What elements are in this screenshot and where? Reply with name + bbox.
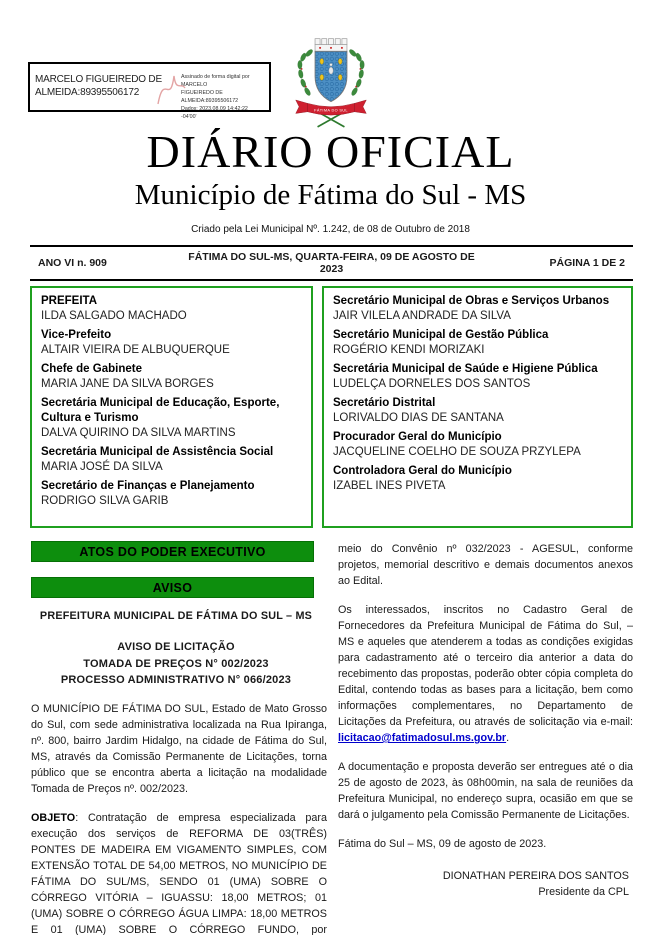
notice-paragraph-intro: O MUNICÍPIO DE FÁTIMA DO SUL, Estado de Mato Grosso do Sul, com sede administrativa localizada na Rua Ipiranga, nº. 800, bairro Jardim Hidalgo, na cidade de Fátima do Sul, MS, através da Comissão Permanente de Licitações, torna público que se encontra aberta a licitação na modalidade Tomada de Preços nº. 002/2023. [31,702,327,795]
official-name: ALTAIR VIEIRA DE ALBUQUERQUE [41,344,230,357]
notice-paragraph-objeto [31,810,327,935]
objeto-text: : Contratação de empresa especializada para execução dos serviços de REFORMA DE 03(TRÊS) PONTES DE MADEIRA EM VIGAMENTO SIMPLES, COM EXTENSÃO TOTAL DE 54,00 METROS, NO MUNICÍPIO DE FÁTIMA DO SUL/MS, SENDO 01 (UMA) SOBRE O CÓRREGO VITÓRIA – IGUASSU: 18,00 METROS; 01 (UMA) SOBRE O CÓRREGO ÁGUA LIMPA: 18,00 METROS E 01 (UMA) SOBRE O CÓRREGO FUNDO, por [31,811,327,935]
signer-role: Presidente da CPL [538,886,629,899]
edition-number: ANO VI n. 909 [38,257,107,270]
interessados-text: Os interessados, inscritos no Cadastro Geral de Fornecedores da Prefeitura Municipal de Fátima do Sul, – MS e aqueles que atenderem a todas as condições exigidas para cadastramento até o terceiro dia anterior a data do recebimento das propostas, poderão obter cópia completa do Edital, contendo todas as bases para a licitação, bem como informações complementares, no Departamento de Licitações da Prefeitura, ou através de solicitação via e-mail: [338,604,633,729]
official-title: Secretário Municipal de Gestão Pública [333,329,549,342]
mural-crown-icon [315,39,347,52]
notice-paragraph-convenio: meio do Convênio nº 032/2023 - AGESUL, conforme projetos, memorial descritivo e demais documentos anexos ao Edital. [338,543,633,588]
official-title: Chefe de Gabinete [41,363,142,376]
digital-signature-box [28,62,271,120]
official-title: Secretário Distrital [333,397,436,410]
official-title: Vice-Prefeito [41,329,112,342]
official-name: LORIVALDO DIAS DE SANTANA [333,412,504,425]
notice-paragraph-documentacao: A documentação e proposta deverão ser entregues até o dia 25 de agosto de 2023, às 08h00min, na sala de reuniões da Prefeitura Municipal, no endereço supra, ocasião em que se dará o julgamento pela Comissão Permanente de Licitações. [338,761,633,822]
sentence-period: . [506,732,510,745]
content-columns [31,541,633,935]
signature-detail-line: Dados: 2023.08.09 14:42:22 -04'00' [181,105,248,120]
official-title: Secretária Municipal de Assistência Social [41,446,274,459]
official-title: Secretário Municipal de Obras e Serviços Urbanos [333,295,610,308]
official-name: IZABEL INES PIVETA [333,480,446,493]
signer-block [338,868,633,900]
official-name: JAIR VILELA ANDRADE DA SILVA [333,310,511,323]
notice-heading-line: TOMADA DE PREÇOS N° 002/2023 [83,657,269,670]
municipal-crest [289,26,373,132]
edition-date: FÁTIMA DO SUL-MS, QUARTA-FEIRA, 09 DE AGOSTO DE 2023 [188,251,475,276]
official-title: PREFEITA [41,295,98,308]
signature-detail-line: FIGUEIREDO DE ALMEIDA:89395506172 [181,89,239,104]
official-name: DALVA QUIRINO DA SILVA MARTINS [41,427,236,440]
notice-heading-line: AVISO DE LICITAÇÃO [117,641,235,654]
notice-organization: PREFEITURA MUNICIPAL DE FÁTIMA DO SUL – MS [39,610,313,623]
signature-detail-line: Assinado de forma digital por MARCELO [181,74,250,88]
official-name: RODRIGO SILVA GARIB [41,495,169,508]
ribbon-text: FÁTIMA DO SUL [313,108,348,113]
official-name: MARIA JANE DA SILVA BORGES [41,378,214,391]
gazette-title: DIÁRIO OFICIAL [146,126,515,177]
officials-box-right [322,286,633,528]
objeto-label: OBJETO [31,811,76,824]
official-name: LUDELÇA DORNELES DOS SANTOS [333,378,531,391]
officials-section [30,286,633,528]
official-name: JACQUELINE COELHO DE SOUZA PRZYLEPA [333,446,581,459]
ribbon-icon [295,100,366,115]
official-name: ILDA SALGADO MACHADO [41,310,187,323]
section-banner-aviso: AVISO [31,577,314,598]
official-name: MARIA JOSÉ DA SILVA [41,461,163,474]
official-title: Controladora Geral do Município [333,465,512,478]
edition-header-bar [30,245,633,281]
notice-heading-line: PROCESSO ADMINISTRATIVO N° 066/2023 [60,674,292,687]
notice-dateline: Fátima do Sul – MS, 09 de agosto de 2023. [338,838,547,851]
official-title: Secretário de Finanças e Planejamento [41,480,255,493]
official-title: Secretária Municipal de Educação, Esporte, Cultura e Turismo [41,397,280,425]
email-link[interactable]: licitacao@fatimadosul.ms.gov.br [338,732,507,745]
left-column [31,541,327,935]
signer-name: DIONATHAN PEREIRA DOS SANTOS [442,870,629,883]
signer-certificate-name: MARCELO FIGUEIREDO DE ALMEIDA:89395506172 [35,74,162,98]
page-indicator: PÁGINA 1 DE 2 [549,257,625,270]
gazette-created-by: Criado pela Lei Municipal Nº. 1.242, de 08 de Outubro de 2018 [191,224,470,236]
handwritten-signature-icon [154,66,188,108]
official-title: Secretária Municipal de Saúde e Higiene Pública [333,363,598,376]
official-name: ROGÉRIO KENDI MORIZAKI [333,344,485,357]
gazette-subtitle: Município de Fátima do Sul - MS [134,179,527,212]
notice-paragraph-interessados [338,602,633,746]
right-column [338,541,633,900]
officials-box-left [30,286,313,528]
notice-headings [31,639,321,689]
official-title: Procurador Geral do Município [333,431,502,444]
section-banner-atos: ATOS DO PODER EXECUTIVO [31,541,314,562]
